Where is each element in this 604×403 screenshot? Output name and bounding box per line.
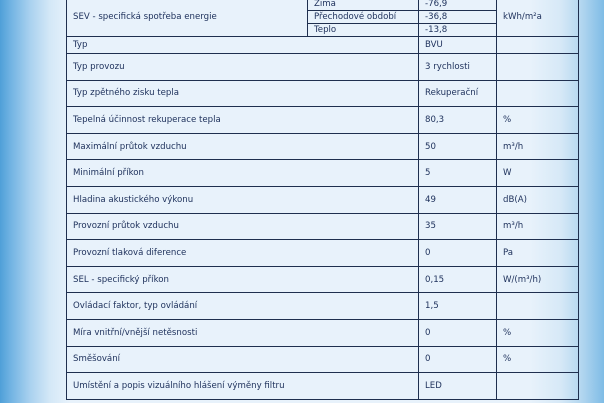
row-unit: Pa: [497, 240, 579, 267]
row-value: 49: [419, 186, 497, 213]
sev-unit: kWh/m²a: [497, 0, 579, 37]
row-label: Tepelná účinnost rekuperace tepla: [67, 107, 419, 134]
spec-sheet: [66, 0, 580, 403]
row-unit: W/(m³/h): [497, 266, 579, 293]
table-row: [67, 240, 579, 267]
row-unit: [497, 54, 579, 81]
season-name: Zima: [308, 0, 419, 11]
table-row: [67, 346, 579, 373]
season-name: Přechodové období: [308, 11, 419, 24]
row-label: Umístění a popis vizuálního hlášení výměny filtru: [67, 373, 419, 400]
sev-row-winter: [67, 0, 579, 11]
row-value: 0,15: [419, 266, 497, 293]
row-unit: %: [497, 107, 579, 134]
row-label: SEL - specifický příkon: [67, 266, 419, 293]
row-unit: dB(A): [497, 186, 579, 213]
row-unit: m³/h: [497, 213, 579, 240]
row-value: LED: [419, 373, 497, 400]
sev-label: SEV - specifická spotřeba energie: [67, 0, 308, 37]
season-value: -36,8: [419, 11, 497, 24]
row-label: Provozní průtok vzduchu: [67, 213, 419, 240]
row-value: BVU: [419, 37, 497, 54]
row-label: Typ: [67, 37, 419, 54]
row-unit: %: [497, 346, 579, 373]
row-unit: [497, 373, 579, 400]
row-unit: %: [497, 319, 579, 346]
row-value: Rekuperační: [419, 80, 497, 107]
row-label: Ovládací faktor, typ ovládání: [67, 293, 419, 320]
table-row: [67, 160, 579, 187]
table-row: [67, 133, 579, 160]
row-unit: [497, 80, 579, 107]
table-row: [67, 266, 579, 293]
table-row: [67, 80, 579, 107]
row-label: Maximální průtok vzduchu: [67, 133, 419, 160]
table-row: [67, 319, 579, 346]
row-value: 80,3: [419, 107, 497, 134]
row-label: Typ zpětného zisku tepla: [67, 80, 419, 107]
table-row: [67, 213, 579, 240]
row-unit: [497, 37, 579, 54]
specification-table: [66, 0, 579, 400]
table-row: [67, 293, 579, 320]
table-row: [67, 186, 579, 213]
row-label: Typ provozu: [67, 54, 419, 81]
row-value: 0: [419, 319, 497, 346]
table-row: [67, 107, 579, 134]
row-value: 35: [419, 213, 497, 240]
season-name: Teplo: [308, 24, 419, 37]
row-label: Hladina akustického výkonu: [67, 186, 419, 213]
row-label: Směšování: [67, 346, 419, 373]
row-value: 3 rychlosti: [419, 54, 497, 81]
table-row: [67, 54, 579, 81]
row-label: Minimální příkon: [67, 160, 419, 187]
row-value: 0: [419, 346, 497, 373]
row-value: 50: [419, 133, 497, 160]
row-value: 1,5: [419, 293, 497, 320]
row-value: 5: [419, 160, 497, 187]
row-unit: [497, 293, 579, 320]
table-row: [67, 37, 579, 54]
row-unit: m³/h: [497, 133, 579, 160]
table-row: [67, 373, 579, 400]
row-label: Míra vnitřní/vnější netěsnosti: [67, 319, 419, 346]
season-value: -76,9: [419, 0, 497, 11]
season-value: -13,8: [419, 24, 497, 37]
row-label: Provozní tlaková diference: [67, 240, 419, 267]
row-value: 0: [419, 240, 497, 267]
row-unit: W: [497, 160, 579, 187]
